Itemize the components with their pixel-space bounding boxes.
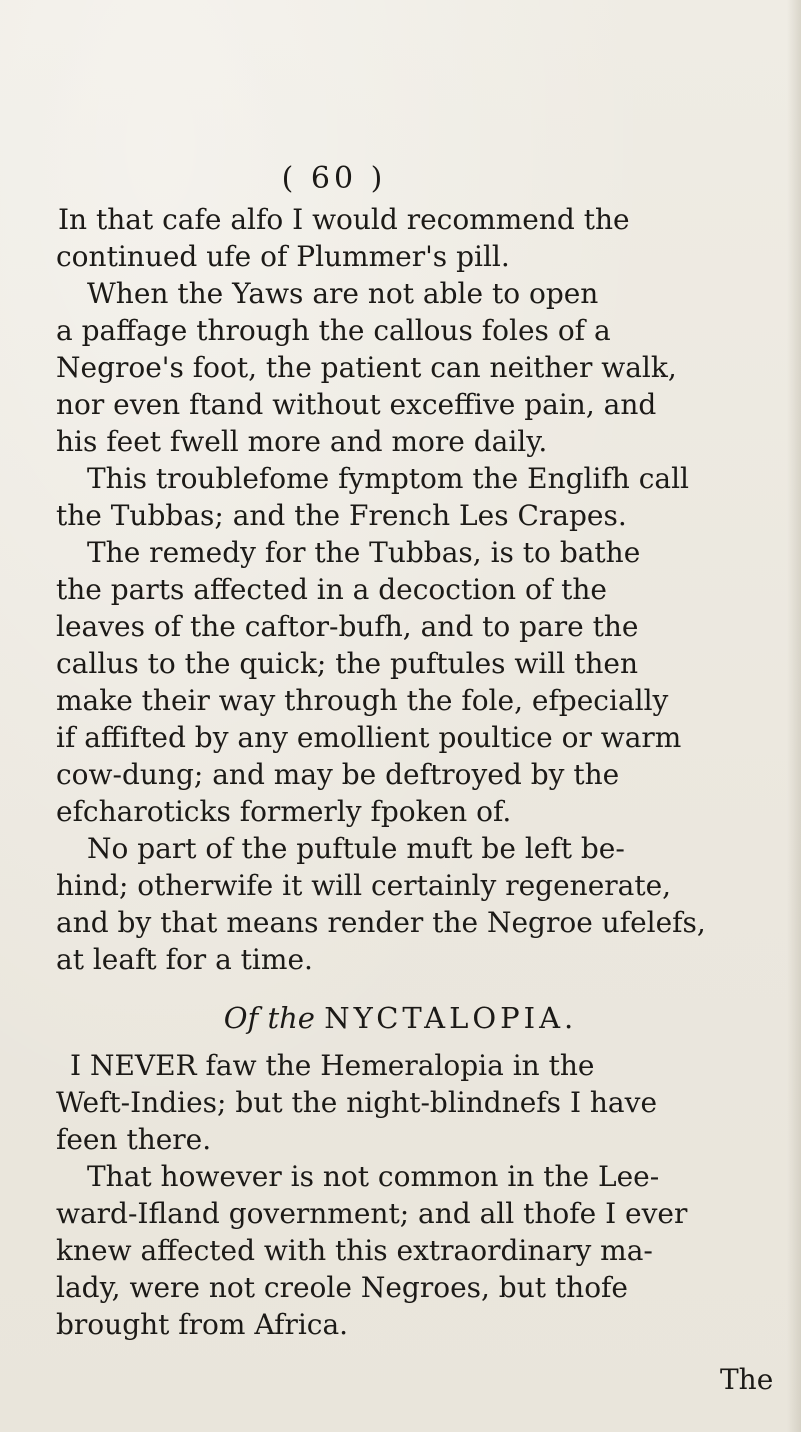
- text-line: make their way through the fole, efpecially: [56, 684, 669, 717]
- section-heading: [0, 1001, 801, 1035]
- text-line: In that cafe alfo I would recommend the: [58, 203, 630, 236]
- text-line: feen there.: [56, 1123, 212, 1156]
- text-line: at leaft for a time.: [56, 943, 313, 976]
- text-line: continued ufe of Plummer's pill.: [56, 240, 510, 273]
- text-line: Weft-Indies; but the night-blindnefs I have: [56, 1086, 658, 1119]
- text-line: the parts affected in a decoction of the: [56, 573, 607, 606]
- text-line: and by that means render the Negroe ufelefs,: [56, 906, 706, 939]
- text-line: brought from Africa.: [56, 1308, 349, 1341]
- text-line: leaves of the caftor-bufh, and to pare the: [56, 610, 639, 643]
- text-line: The remedy for the Tubbas, is to bathe: [87, 536, 641, 569]
- text-line: a paffage through the callous foles of a: [56, 314, 611, 347]
- text-line: I NEVER faw the Hemeralopia in the: [70, 1049, 595, 1082]
- text-line: This troublefome fymptom the Englifh call: [87, 462, 690, 495]
- catchword: The: [720, 1363, 774, 1396]
- text-line: his feet fwell more and more daily.: [56, 425, 548, 458]
- heading-title: NYCTALOPIA.: [324, 1001, 578, 1035]
- text-line: No part of the puftule muft be left be-: [87, 832, 625, 865]
- text-line: if affifted by any emollient poultice or warm: [56, 721, 682, 754]
- text-line: knew affected with this extraordinary ma-: [56, 1234, 653, 1267]
- text-line: nor even ftand without exceffive pain, and: [56, 388, 657, 421]
- text-line: the Tubbas; and the French Les Crapes.: [56, 499, 627, 532]
- heading-prefix: Of the: [223, 1001, 315, 1035]
- text-line: ward-Ifland government; and all thofe I ever: [56, 1197, 688, 1230]
- text-line: hind; otherwife it will certainly regenerate,: [56, 869, 672, 902]
- text-line: That however is not common in the Lee-: [87, 1160, 660, 1193]
- text-line: When the Yaws are not able to open: [87, 277, 599, 310]
- page-number: ( 60 ): [281, 161, 387, 196]
- text-line: Negroe's foot, the patient can neither walk,: [56, 351, 677, 384]
- page-edge-shadow: [787, 0, 801, 1432]
- text-line: efcharoticks formerly fpoken of.: [56, 795, 512, 828]
- text-line: cow-dung; and may be deftroyed by the: [56, 758, 620, 791]
- text-line: callus to the quick; the puftules will then: [56, 647, 639, 680]
- text-line: lady, were not creole Negroes, but thofe: [56, 1271, 628, 1304]
